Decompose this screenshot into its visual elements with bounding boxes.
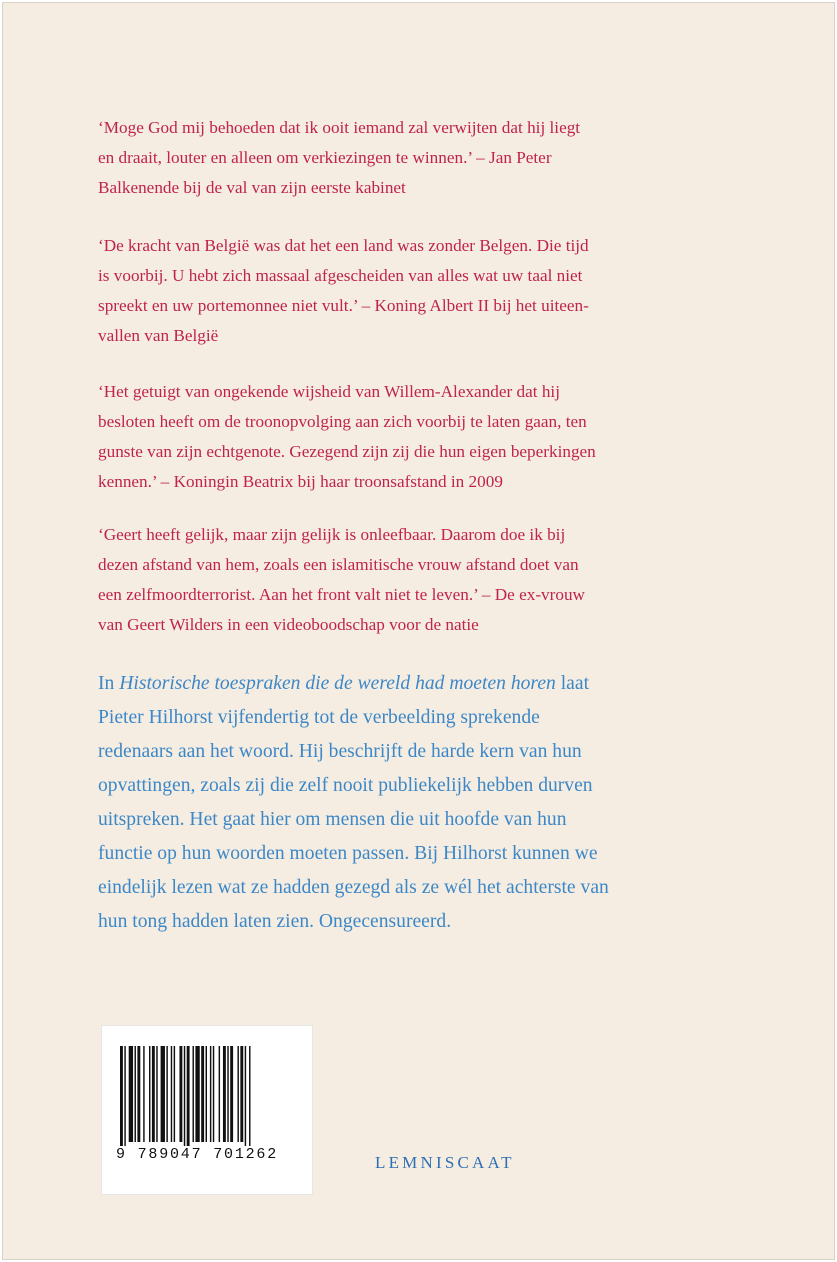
quote-line: dezen afstand van hem, zoals een islamitische vrouw afstand doet van <box>98 555 579 574</box>
blurb-line: redenaars aan het woord. Hij beschrijft de harde kern van hun <box>98 741 582 762</box>
book-back-cover <box>2 2 835 1260</box>
quote-line: een zelfmoordterrorist. Aan het front valt niet te leven.’ – De ex-vrouw <box>98 585 585 604</box>
quote-line: ‘Het getuigt van ongekende wijsheid van Willem-Alexander dat hij <box>98 382 560 401</box>
blurb-line: functie op hun woorden moeten passen. Bij Hilhorst kunnen we <box>98 843 598 864</box>
quote-line: kennen.’ – Koningin Beatrix bij haar troonsafstand in 2009 <box>98 472 503 491</box>
quote-line: ‘De kracht van België was dat het een land was zonder Belgen. Die tijd <box>98 236 589 255</box>
quote-beatrix <box>98 377 718 497</box>
quote-line: gunste van zijn echtgenote. Gezegend zijn zij die hun eigen beperkingen <box>98 442 596 461</box>
blurb-line: eindelijk lezen wat ze hadden gezegd als ze wél het achterste van <box>98 877 609 898</box>
quote-line: en draait, louter en alleen om verkiezingen te winnen.’ – Jan Peter <box>98 148 552 167</box>
blurb-line: opvattingen, zoals zij die zelf nooit publiekelijk hebben durven <box>98 775 593 796</box>
quote-line: besloten heeft om de troonopvolging aan zich voorbij te laten gaan, ten <box>98 412 587 431</box>
book-description <box>98 667 738 939</box>
isbn-barcode <box>101 1025 313 1195</box>
isbn-number: 9 789047 701262 <box>116 1146 306 1163</box>
book-title: Historische toespraken die de wereld had moeten horen <box>119 673 556 694</box>
blurb-line: Pieter Hilhorst vijfendertig tot de verbeelding sprekende <box>98 707 540 728</box>
quote-line: Balkenende bij de val van zijn eerste kabinet <box>98 178 406 197</box>
blurb-line1-suffix: laat <box>560 673 590 694</box>
publisher-name: LEMNISCAAT <box>375 1153 515 1172</box>
quote-albert <box>98 231 718 351</box>
quote-line: is voorbij. U hebt zich massaal afgescheiden van alles wat uw taal niet <box>98 266 583 285</box>
blurb-line: uitspreken. Het gaat hier om mensen die uit hoofde van hun <box>98 809 567 830</box>
quote-line: spreekt en uw portemonnee niet vult.’ – Koning Albert II bij het uiteen- <box>98 296 589 315</box>
quote-line: vallen van België <box>98 326 219 345</box>
blurb-prefix: In <box>98 673 115 694</box>
quote-line: van Geert Wilders in een videoboodschap voor de natie <box>98 615 479 634</box>
quote-line: ‘Geert heeft gelijk, maar zijn gelijk is onleefbaar. Daarom doe ik bij <box>98 525 566 544</box>
quote-balkenende <box>98 113 718 203</box>
quote-wilders <box>98 520 718 640</box>
blurb-line: hun tong hadden laten zien. Ongecensureerd. <box>98 911 452 932</box>
barcode-bars <box>116 1046 298 1152</box>
quote-line: ‘Moge God mij behoeden dat ik ooit iemand zal verwijten dat hij liegt <box>98 118 581 137</box>
